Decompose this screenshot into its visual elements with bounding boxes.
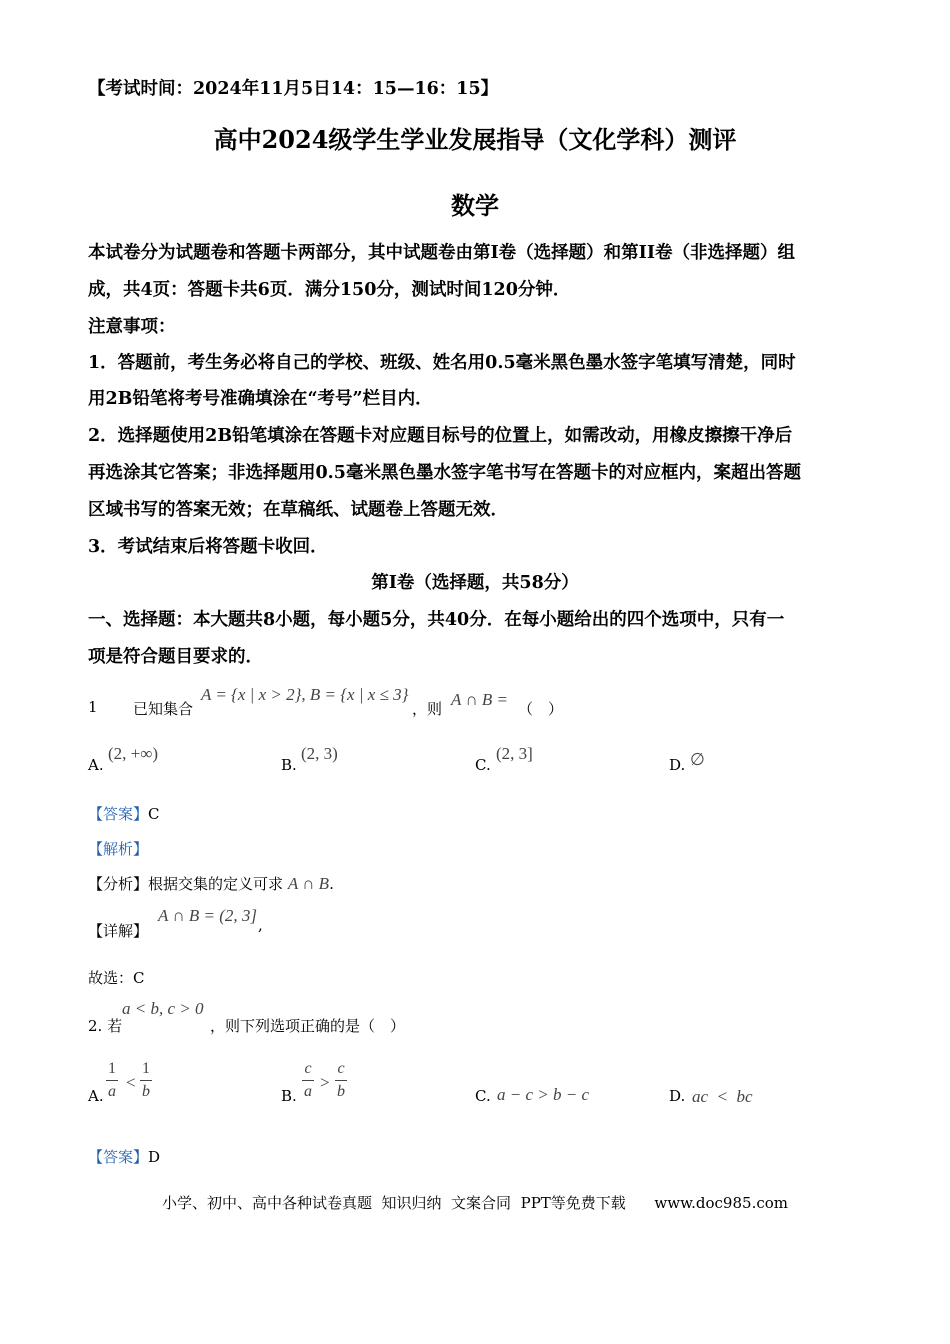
- q1-option-a-label: A.: [88, 756, 104, 774]
- q1-stem-suffix: （ ）: [518, 700, 564, 718]
- notice-item-2-line-3: 区域书写的答案无效；在草稿纸、试题卷上答题无效．: [88, 500, 508, 520]
- part-instruction-line-1: 一、选择题：本大题共8小题，每小题5分，共40分．在每小题给出的四个选项中，只有一: [88, 610, 785, 630]
- q2-answer: D: [148, 1148, 161, 1166]
- q1-fenxi-text: 根据交集的定义可求: [148, 875, 284, 893]
- q2-stem-suffix: ，则下列选项正确的是（ ）: [210, 1017, 406, 1035]
- q1-target: A ∩ B =: [451, 690, 508, 709]
- q1-option-d-label: D.: [669, 756, 686, 774]
- notice-item-1-line-1: 1．答题前，考生务必将自己的学校、班级、姓名用0.5毫米黑色墨水签字笔填写清楚，同时: [88, 353, 796, 373]
- q2-option-d-label: D.: [669, 1087, 686, 1105]
- notice-item-2-line-1: 2．选择题使用2B铅笔填涂在答题卡对应题目标号的位置上，如需改动，用橡皮擦擦干净后: [88, 426, 793, 446]
- notice-item-3: 3．考试结束后将答题卡收回．: [88, 537, 328, 557]
- q1-option-b-label: B.: [281, 756, 297, 774]
- q1-conclusion: 故选：C: [88, 969, 145, 987]
- notice-item-2-line-2: 再选涂其它答案；非选择题用0.5毫米黑色墨水签字笔书写在答题卡的对应框内，案超出答题: [88, 463, 801, 483]
- q1-fenxi-end: .: [329, 875, 334, 893]
- section-heading: 第I卷（选择题，共58分）: [371, 573, 579, 593]
- q1-detail-end: ,: [258, 916, 263, 934]
- q2-condition: a < b, c > 0: [122, 999, 204, 1018]
- q1-detail-math: A ∩ B = (2, 3]: [158, 906, 257, 925]
- q1-option-c: (2, 3]: [496, 744, 533, 763]
- subject-title: 数学: [451, 191, 499, 220]
- q1-fenxi-math: A ∩ B: [287, 874, 330, 893]
- q1-stem-prefix: 已知集合: [133, 700, 194, 718]
- q1-option-b: (2, 3): [301, 744, 338, 763]
- q2-option-c-label: C.: [475, 1087, 491, 1105]
- q1-analysis-tag: 【解析】: [88, 840, 149, 858]
- intro-line-2: 成，共4页：答题卡共6页．满分150分，测试时间120分钟．: [88, 280, 571, 300]
- exam-title: 高中2024级学生学业发展指导（文化学科）测评: [213, 125, 737, 154]
- q2-option-a-frac-1: 1 a: [108, 1060, 116, 1100]
- q2-option-b-label: B.: [281, 1087, 297, 1105]
- q2-option-a-relation: <: [126, 1073, 136, 1092]
- notice-item-1-line-2: 用2B铅笔将考号准确填涂在“考号”栏目内．: [88, 389, 433, 409]
- page-footer: 小学、初中、高中各种试卷真题 知识归纳 文案合同 PPT等免费下载 www.doc985.com: [161, 1194, 788, 1212]
- q1-detail-tag: 【详解】: [88, 922, 149, 940]
- q1-sets: A = {x | x > 2}, B = {x | x ≤ 3}: [201, 685, 409, 704]
- q2-option-b-frac-1: c a: [304, 1060, 312, 1100]
- q2-answer-tag: 【答案】: [88, 1148, 149, 1166]
- exam-time: 【考试时间：2024年11月5日14：15—16：15】: [88, 79, 499, 99]
- intro-line-1: 本试卷分为试题卷和答题卡两部分，其中试题卷由第I卷（选择题）和第II卷（非选择题）组: [88, 243, 796, 263]
- q2-option-a-frac-2: 1 b: [142, 1060, 150, 1100]
- q2-option-d: ac < bc: [692, 1087, 753, 1106]
- q2-number: 2. 若: [88, 1017, 123, 1035]
- q1-fenxi-tag: 【分析】: [88, 875, 149, 893]
- q1-option-c-label: C.: [475, 756, 491, 774]
- notice-label: 注意事项：: [88, 317, 176, 337]
- q1-option-a: (2, +∞): [108, 744, 159, 763]
- part-instruction-line-2: 项是符合题目要求的．: [88, 647, 263, 667]
- q1-option-d: ∅: [690, 750, 705, 769]
- q2-option-b-relation: >: [320, 1073, 330, 1092]
- q2-option-a-label: A.: [88, 1087, 104, 1105]
- q1-answer: C: [148, 805, 160, 823]
- q1-stem-mid: ，则: [412, 700, 443, 718]
- q1-number: 1: [88, 698, 98, 716]
- q1-answer-tag: 【答案】: [88, 805, 149, 823]
- q2-option-b-frac-2: c b: [337, 1060, 345, 1100]
- q2-option-c: a − c > b − c: [497, 1085, 590, 1104]
